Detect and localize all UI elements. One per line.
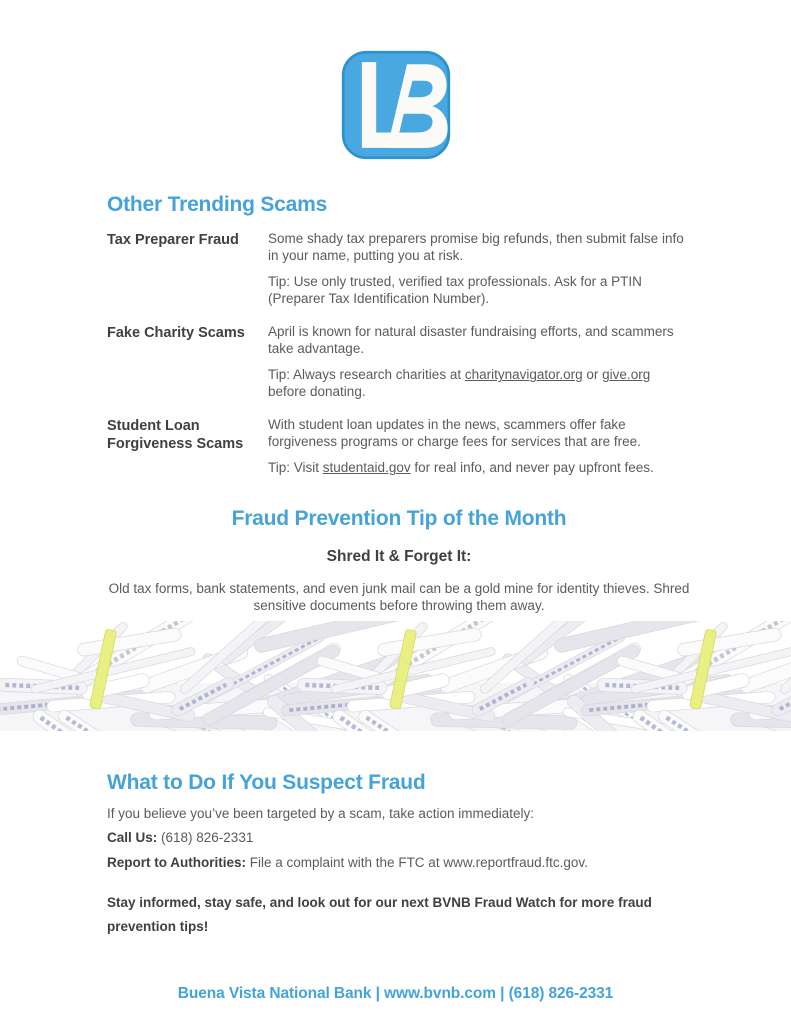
scam-description-block — [268, 417, 691, 477]
tip-text: Tip: Use only trusted, verified tax professionals. Ask for a PTIN (Preparer Tax Identification Number). — [268, 274, 642, 307]
logo-container — [0, 0, 791, 165]
report-text: File a complaint with the FTC at www.reportfraud.ftc.gov. — [246, 854, 588, 870]
page-footer — [0, 985, 791, 1003]
report-label: Report to Authorities: — [107, 854, 246, 870]
tip-month-body: Old tax forms, bank statements, and even junk mail can be a gold mine for identity thieves. Shred sensitive documents before throwing them away. — [108, 581, 690, 614]
shredded-paper-image — [0, 621, 791, 731]
scam-label: Student Loan Forgiveness Scams — [107, 417, 244, 453]
footer-contact-line: Buena Vista National Bank | www.bvnb.com | (618) 826-2331 — [177, 984, 614, 1002]
bvnb-logo-icon — [339, 50, 453, 160]
scam-label: Fake Charity Scams — [107, 324, 245, 341]
scam-row-fake-charity — [107, 324, 691, 401]
scam-tip — [268, 274, 691, 307]
suspect-fraud-section — [107, 771, 691, 939]
tip-text: or — [582, 367, 603, 383]
call-us-phone: (618) 826-2331 — [157, 830, 254, 846]
scam-description-block — [268, 324, 691, 401]
tip-link-giveorg[interactable]: give.org — [602, 367, 651, 383]
tip-text: Tip: Always research charities at — [268, 367, 465, 383]
tip-month-subheading: Shred It & Forget It: — [326, 548, 472, 566]
scam-description: Some shady tax preparers promise big refunds, then submit false info in your name, putting you at risk. — [268, 231, 684, 263]
report-line — [107, 854, 691, 872]
scam-row-student-loan — [107, 417, 691, 477]
fraud-prevention-tip-section — [107, 507, 691, 615]
closing-message: Stay informed, stay safe, and look out for our next BVNB Fraud Watch for more fraud prevention tips! — [107, 895, 652, 934]
suspect-fraud-heading: What to Do If You Suspect Fraud — [107, 770, 426, 794]
call-us-label: Call Us: — [107, 830, 158, 846]
suspect-intro: If you believe you’ve been targeted by a scam, take action immediately: — [107, 805, 534, 821]
scam-description-block — [268, 231, 691, 308]
trending-scams-heading: Other Trending Scams — [107, 193, 328, 216]
scam-description: With student loan updates in the news, scammers offer fake forgiveness programs or charge fees for services that are free. — [268, 416, 641, 449]
trending-scams-section — [107, 193, 691, 477]
call-us-line — [107, 829, 691, 847]
tip-link-charitynavigator[interactable]: charitynavigator.org — [464, 367, 583, 383]
tip-link-studentaid[interactable]: studentaid.gov — [322, 460, 411, 476]
tip-month-heading: Fraud Prevention Tip of the Month — [231, 507, 567, 531]
scam-tip — [268, 367, 691, 400]
tip-text: before donating. — [268, 384, 366, 400]
scam-tip — [268, 460, 691, 477]
scam-description: April is known for natural disaster fundraising efforts, and scammers take advantage. — [268, 323, 674, 356]
scam-row-tax-preparer — [107, 231, 691, 308]
scam-label: Tax Preparer Fraud — [107, 232, 239, 248]
tip-text: for real info, and never pay upfront fees. — [410, 460, 654, 476]
tip-text: Tip: Visit — [268, 460, 323, 476]
